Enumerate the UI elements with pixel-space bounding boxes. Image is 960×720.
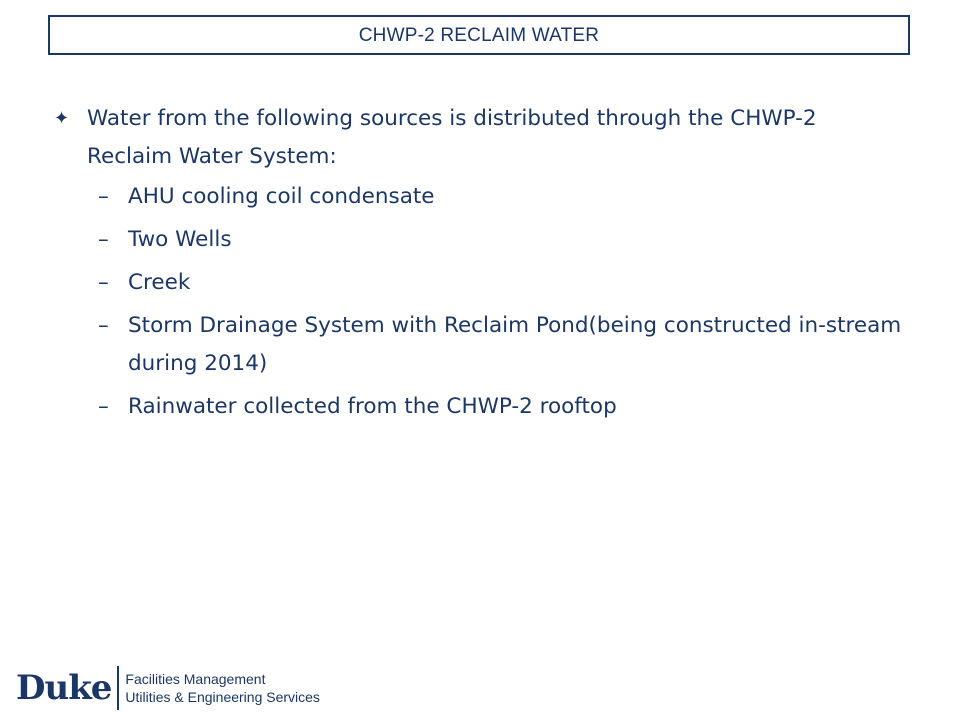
main-bullet [54,100,904,176]
dash-marker: – [98,184,109,209]
four-point-star-icon: ✦ [54,108,70,129]
list-item [98,264,904,302]
dash-marker: – [98,227,109,252]
footer-division: Utilities & Engineering Services [125,689,320,705]
duke-logo: Duke [16,668,112,708]
list-item-text: Creek [128,270,191,295]
list-item [98,178,904,216]
list-item-text: Rainwater collected from the CHWP-2 rooftop [128,394,617,419]
dash-marker: – [98,270,109,295]
footer-text-block [125,670,320,706]
list-item-text: AHU cooling coil condensate [128,184,435,209]
footer-divider [117,666,119,710]
list-item-text: Two Wells [128,227,232,252]
dash-marker: – [98,313,109,338]
footer-department: Facilities Management [125,671,266,687]
sources-list [54,178,904,426]
list-item-text: Storm Drainage System with Reclaim Pond(being constructed in-stream during 2014) [128,313,902,376]
footer [16,665,320,711]
slide-title: CHWP-2 RECLAIM WATER [358,25,600,46]
list-item [98,307,904,383]
slide-title-box [48,15,910,55]
list-item [98,388,904,426]
dash-marker: – [98,394,109,419]
main-bullet-text: Water from the following sources is distributed through the CHWP-2 Reclaim Water System: [87,106,817,169]
slide-content [54,100,904,431]
list-item [98,221,904,259]
